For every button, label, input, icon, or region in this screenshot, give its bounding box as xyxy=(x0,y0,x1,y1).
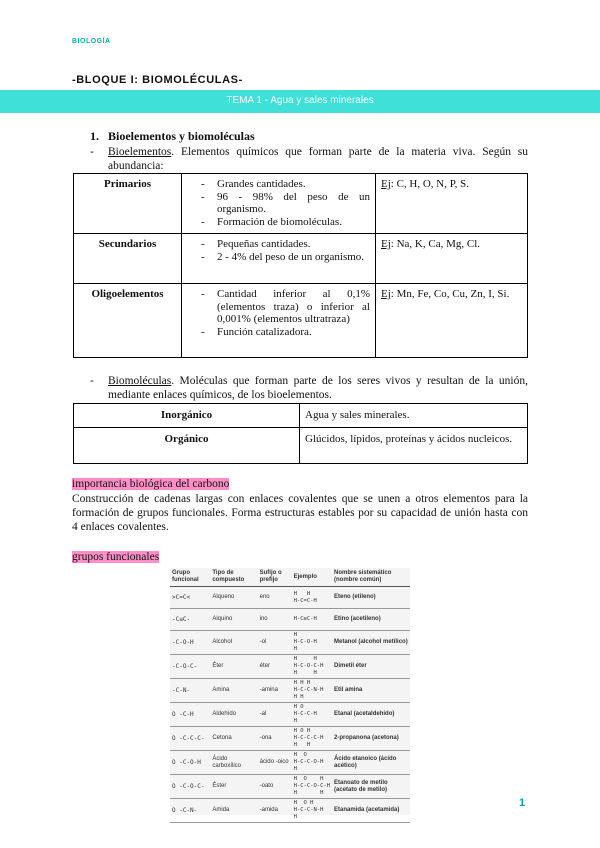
systematic-name: Etino (acetileno) xyxy=(332,609,410,631)
carbon-paragraph: Construcción de cadenas largas con enlaces covalentes que se unen a otros elementos para la formación de grupos funcionales. Forma estructuras estables por su capacidad de unión hasta con 4 enlaces covalentes. xyxy=(72,493,528,533)
list-item: - 96 - 98% del peso de un organismo. xyxy=(187,191,370,216)
groups-heading-text: grupos funcionales xyxy=(72,551,160,563)
description-cell xyxy=(182,174,376,234)
description-cell xyxy=(182,284,376,358)
subject-header: BIOLOGÍA xyxy=(72,38,111,45)
table-row xyxy=(74,404,528,428)
functional-groups-table-image xyxy=(170,568,410,820)
category-cell: Oligoelementos xyxy=(74,284,182,358)
compound-type: Ácido carboxílico xyxy=(210,751,257,775)
example-label: Ej xyxy=(381,178,391,190)
systematic-name: 2-propanona (acetona) xyxy=(332,727,410,751)
table-row xyxy=(74,234,528,284)
systematic-name: Dimetil éter xyxy=(332,655,410,679)
table-row xyxy=(74,284,528,358)
table-row xyxy=(170,631,410,655)
systematic-name: Eteno (etileno) xyxy=(332,587,410,609)
group-formula: -C≡C- xyxy=(170,609,210,631)
example-structure: H H H H-C-C-N-H H H xyxy=(292,679,332,703)
table-header-row xyxy=(170,568,410,587)
table-row xyxy=(170,727,410,751)
compound-type: Amina xyxy=(210,679,257,703)
example-text: : C, H, O, N, P, S. xyxy=(390,178,470,190)
example-structure: H H-C-O-H H xyxy=(292,631,332,655)
section-title: Bioelementos y biomoléculas xyxy=(108,129,255,143)
systematic-name: Metanol (alcohol metílico) xyxy=(332,631,410,655)
list-item: - Formación de biomoléculas. xyxy=(187,216,370,229)
page-number: 1 xyxy=(519,797,526,809)
group-formula: O -C-N- xyxy=(170,799,210,823)
suffix: -oato xyxy=(258,775,292,799)
group-formula: -C-N- xyxy=(170,679,210,703)
group-formula: >C=C< xyxy=(170,587,210,609)
example-structure: H H H-C-O-C-H H H xyxy=(292,655,332,679)
table-row xyxy=(74,428,528,464)
example-cell xyxy=(376,234,528,284)
column-header: Sufijo o prefijo xyxy=(258,568,292,587)
kind-cell: Orgánico xyxy=(74,428,300,464)
example-structure: H O H H-C-C-O-C-H H H xyxy=(292,775,332,799)
list-item: - Pequeñas cantidades. xyxy=(187,238,370,251)
example-label: Ej xyxy=(381,288,391,300)
group-formula: O -C-O-C- xyxy=(170,775,210,799)
column-header: Nombre sistemático (nombre común) xyxy=(332,568,410,587)
column-header: Tipo de compuesto xyxy=(210,568,257,587)
example-structure: H O H H-C-C-C-H H H xyxy=(292,727,332,751)
biomoleculas-term: Biomoléculas xyxy=(108,375,172,387)
example-label: Ej xyxy=(381,238,391,250)
table-row xyxy=(74,174,528,234)
example-structure: H O H H-C-C-N-H H xyxy=(292,799,332,823)
section-number: 1. xyxy=(90,129,99,143)
bioelementos-text: . Elementos químicos que forman parte de la materia viva. Según su abundancia: xyxy=(108,146,528,172)
column-header: Ejemplo xyxy=(292,568,332,587)
kind-cell: Inorgánico xyxy=(74,404,300,428)
example-text: : Mn, Fe, Co, Cu, Zn, I, Si. xyxy=(390,288,510,300)
group-formula: O -C-O-H xyxy=(170,751,210,775)
biomoleculas-text: . Moléculas que forman parte de los seres vivos y resultan de la unión, mediante enlaces químicos, de los bioelementos. xyxy=(108,375,528,401)
biomoleculas-table xyxy=(73,403,528,464)
table-row xyxy=(170,703,410,727)
bioelementos-table xyxy=(73,173,528,358)
systematic-name: Etanoato de metilo (acetato de metilo) xyxy=(332,775,410,799)
compound-type: Alcohol xyxy=(210,631,257,655)
suffix: -amida xyxy=(258,799,292,823)
compound-type: Amida xyxy=(210,799,257,823)
suffix: -al xyxy=(258,703,292,727)
carbon-heading-text: importancia biológica del carbono xyxy=(72,478,230,490)
category-cell: Secundarios xyxy=(74,234,182,284)
compound-type: Éster xyxy=(210,775,257,799)
table-row xyxy=(170,775,410,799)
systematic-name: Etil amina xyxy=(332,679,410,703)
systematic-name: Etanal (acetaldehído) xyxy=(332,703,410,727)
list-item: - Cantidad inferior al 0,1% (elementos traza) o inferior al 0,001% (elementos ultratraza) xyxy=(187,288,370,326)
systematic-name: Etanamida (acetamida) xyxy=(332,799,410,823)
suffix: -amina xyxy=(258,679,292,703)
example-cell xyxy=(376,284,528,358)
section-heading xyxy=(90,129,255,144)
groups-heading xyxy=(72,550,159,564)
block-title: -BLOQUE I: BIOMOLÉCULAS- xyxy=(72,74,243,86)
example-structure: H O H-C-C-O-H H xyxy=(292,751,332,775)
bioelementos-term: Bioelementos xyxy=(108,146,172,158)
list-item: - Función catalizadora. xyxy=(187,326,370,339)
bioelementos-paragraph: - Bioelementos. Elementos químicos que forman parte de la materia viva. Según su abundancia: xyxy=(90,146,528,172)
compound-type: Éter xyxy=(210,655,257,679)
examples-cell: Glúcidos, lípidos, proteínas y ácidos nucleicos. xyxy=(300,428,528,464)
table-row xyxy=(170,587,410,609)
group-formula: O -C-C-C- xyxy=(170,727,210,751)
systematic-name: Ácido etanoico (ácido acético) xyxy=(332,751,410,775)
list-item: - Grandes cantidades. xyxy=(187,178,370,191)
column-header: Grupo funcional xyxy=(170,568,210,587)
example-text: : Na, K, Ca, Mg, Cl. xyxy=(390,238,481,250)
table-row xyxy=(170,751,410,775)
compound-type: Alqueno xyxy=(210,587,257,609)
carbon-heading xyxy=(72,477,229,491)
suffix: éter xyxy=(258,655,292,679)
suffix: eno xyxy=(258,587,292,609)
suffix: -ona xyxy=(258,727,292,751)
list-item: - 2 - 4% del peso de un organismo. xyxy=(187,251,370,264)
compound-type: Aldehído xyxy=(210,703,257,727)
group-formula: -C-O-H xyxy=(170,631,210,655)
table-row xyxy=(170,655,410,679)
example-structure: H-C≡C-H xyxy=(292,609,332,631)
example-cell xyxy=(376,174,528,234)
table-row xyxy=(170,609,410,631)
category-cell: Primarios xyxy=(74,174,182,234)
compound-type: Cetona xyxy=(210,727,257,751)
table-row xyxy=(170,799,410,823)
group-formula: O -C-H xyxy=(170,703,210,727)
biomoleculas-paragraph: - Biomoléculas. Moléculas que forman parte de los seres vivos y resultan de la unión, mediante enlaces químicos, de los bioelementos. xyxy=(90,375,528,401)
example-structure: H H H-C=C-H xyxy=(292,587,332,609)
topic-banner-text: TEMA 1 - Agua y sales minerales xyxy=(226,95,374,106)
description-cell xyxy=(182,234,376,284)
compound-type: Alquino xyxy=(210,609,257,631)
example-structure: H O H-C-C-H H xyxy=(292,703,332,727)
suffix: ino xyxy=(258,609,292,631)
suffix: ácido -oico xyxy=(258,751,292,775)
table-row xyxy=(170,679,410,703)
group-formula: -C-O-C- xyxy=(170,655,210,679)
examples-cell: Agua y sales minerales. xyxy=(300,404,528,428)
topic-banner xyxy=(0,90,600,113)
suffix: -ol xyxy=(258,631,292,655)
